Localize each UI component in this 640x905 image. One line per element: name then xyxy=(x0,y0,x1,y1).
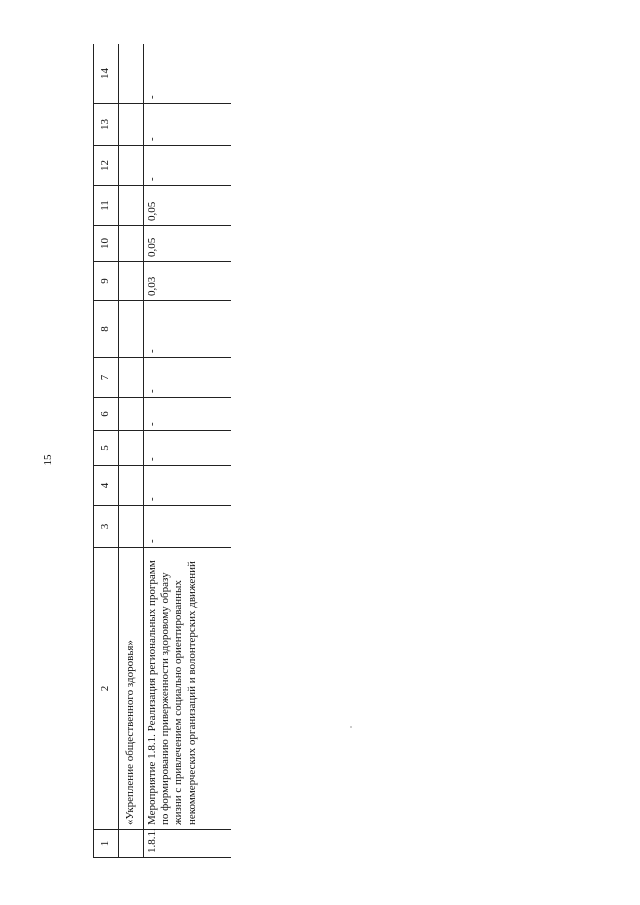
value-cell: - xyxy=(144,506,232,548)
empty-cell xyxy=(119,146,144,186)
empty-cell xyxy=(119,226,144,262)
value-cell: - xyxy=(144,104,232,146)
table-row xyxy=(144,44,232,858)
value-cell: - xyxy=(144,358,232,398)
section-row xyxy=(119,44,144,858)
empty-cell xyxy=(119,262,144,301)
empty-cell xyxy=(119,104,144,146)
empty-cell xyxy=(119,398,144,431)
empty-cell xyxy=(119,301,144,358)
row-description: Мероприятие 1.8.1. Реализация региональных программ по формированию приверженности здоровому образу жизни с привлечением социально ориентированных некоммерческих организаций и волонтерских движений xyxy=(144,548,232,830)
header-cell: 8 xyxy=(94,301,119,358)
table-container xyxy=(93,44,231,858)
value-cell: - xyxy=(144,44,232,104)
value-cell: - xyxy=(144,301,232,358)
value-cell: 0,03 xyxy=(144,262,232,301)
header-cell: 3 xyxy=(94,506,119,548)
empty-cell xyxy=(119,466,144,506)
header-cell: 6 xyxy=(94,398,119,431)
scan-speck xyxy=(350,726,352,728)
header-cell: 11 xyxy=(94,186,119,226)
value-cell: - xyxy=(144,398,232,431)
header-cell: 2 xyxy=(94,548,119,830)
empty-cell xyxy=(119,44,144,104)
section-empty-cell xyxy=(119,830,144,858)
header-cell: 14 xyxy=(94,44,119,104)
header-cell: 4 xyxy=(94,466,119,506)
header-cell: 12 xyxy=(94,146,119,186)
value-cell: 0,05 xyxy=(144,186,232,226)
section-title: «Укрепление общественного здоровья» xyxy=(119,548,144,830)
header-cell: 13 xyxy=(94,104,119,146)
empty-cell xyxy=(119,506,144,548)
value-cell: 0,05 xyxy=(144,226,232,262)
header-cell: 9 xyxy=(94,262,119,301)
header-row xyxy=(94,44,119,858)
value-cell: - xyxy=(144,431,232,466)
row-number: 1.8.1. xyxy=(144,830,232,858)
header-cell: 1 xyxy=(94,830,119,858)
data-table xyxy=(93,44,231,858)
value-cell: - xyxy=(144,466,232,506)
value-cell: - xyxy=(144,146,232,186)
header-cell: 5 xyxy=(94,431,119,466)
header-cell: 10 xyxy=(94,226,119,262)
empty-cell xyxy=(119,358,144,398)
empty-cell xyxy=(119,186,144,226)
page-number: 15 xyxy=(42,454,54,466)
header-cell: 7 xyxy=(94,358,119,398)
empty-cell xyxy=(119,431,144,466)
